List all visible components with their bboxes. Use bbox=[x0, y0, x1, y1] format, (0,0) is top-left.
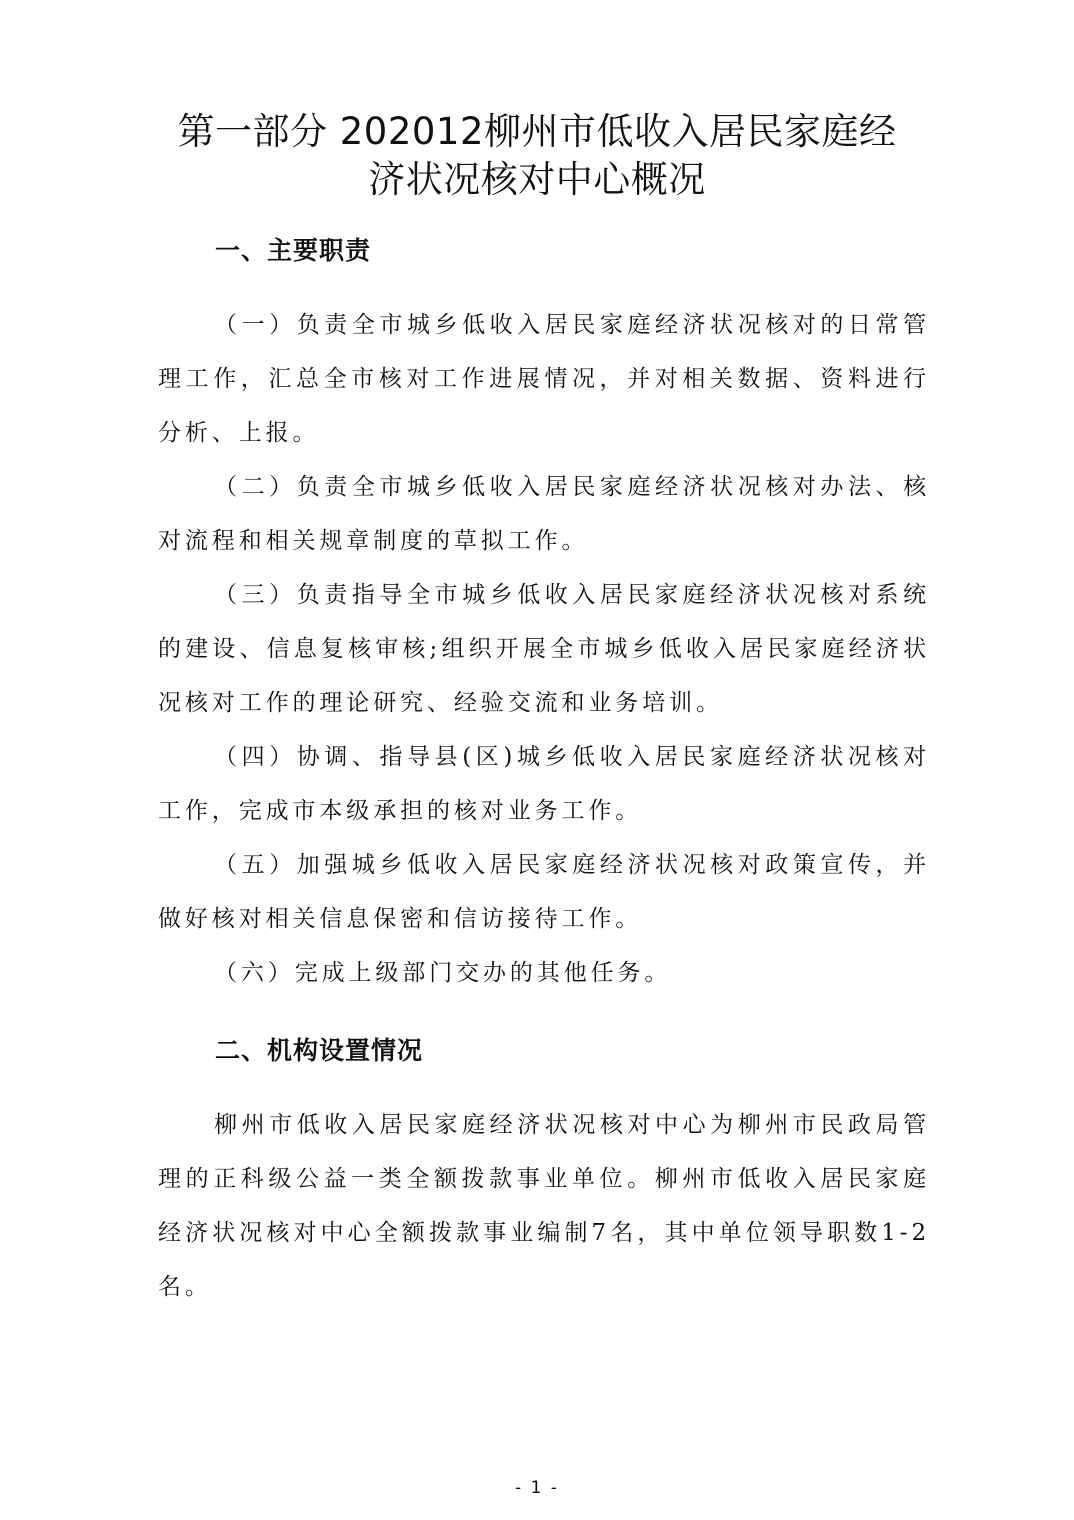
section-heading-duties: 一、主要职责 bbox=[215, 236, 372, 265]
page-number: - 1 - bbox=[515, 1478, 559, 1498]
duty-paragraph-1: （一）负责全市城乡低收入居民家庭经济状况核对的日常管理工作，汇总全市核对工作进展情况，并对相关数据、资料进行分析、上报。 bbox=[158, 312, 930, 446]
duty-paragraph-4: （四）协调、指导县(区)城乡低收入居民家庭经济状况核对工作，完成市本级承担的核对业务工作。 bbox=[158, 744, 930, 824]
duty-paragraph-2: （二）负责全市城乡低收入居民家庭经济状况核对办法、核对流程和相关规章制度的草拟工作。 bbox=[158, 474, 930, 554]
section-heading-organization: 二、机构设置情况 bbox=[215, 1036, 424, 1065]
title-line-2: 济状况核对中心概况 bbox=[368, 158, 706, 201]
organization-paragraph: 柳州市低收入居民家庭经济状况核对中心为柳州市民政局管理的正科级公益一类全额拨款事业单位。柳州市低收入居民家庭经济状况核对中心全额拨款事业编制7名，其中单位领导职数1-2名。 bbox=[158, 1112, 930, 1300]
duty-paragraph-5: （五）加强城乡低收入居民家庭经济状况核对政策宣传，并做好核对相关信息保密和信访接待工作。 bbox=[158, 852, 930, 932]
page-title bbox=[120, 108, 954, 204]
title-line-1: 第一部分 202012柳州市低收入居民家庭经 bbox=[177, 110, 897, 153]
duty-paragraph-6: （六）完成上级部门交办的其他任务。 bbox=[214, 960, 672, 986]
duty-paragraph-3: （三）负责指导全市城乡低收入居民家庭经济状况核对系统的建设、信息复核审核;组织开展全市城乡低收入居民家庭经济状况核对工作的理论研究、经验交流和业务培训。 bbox=[158, 582, 930, 716]
